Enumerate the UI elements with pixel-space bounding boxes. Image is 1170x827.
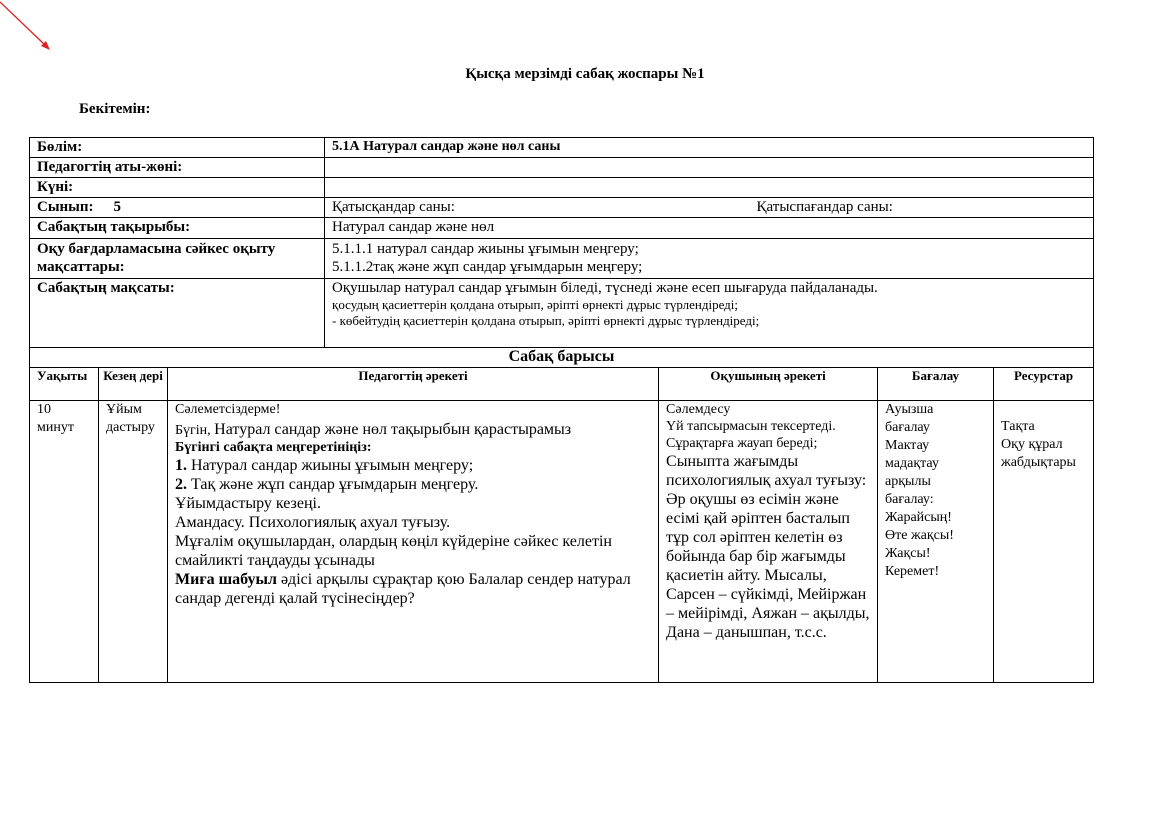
brainstorm-text: әдісі арқылы сұрақтар қою Балалар сендер натурал сандар дегенді қалай түсінесіңдер? xyxy=(175,571,631,607)
aim-line-1: Оқушылар натурал сандар ұғымын біледі, түснеді және есеп шығаруда пайдаланады. xyxy=(332,280,878,296)
assessment-line: арқылы xyxy=(885,474,931,489)
row-aim xyxy=(30,279,1094,348)
page-title: Қысқа мерзімді сабақ жоспары №1 xyxy=(465,66,705,82)
class-label: Сынып: xyxy=(37,199,94,215)
assessment-cell xyxy=(878,401,994,683)
class-cell xyxy=(30,198,325,218)
assessment-line: бағалау: xyxy=(885,492,934,507)
col-stage: Кезең дері xyxy=(99,368,168,401)
row-topic xyxy=(30,218,1094,239)
assessment-line: Жақсы! xyxy=(885,546,931,561)
resource-board: Тақта xyxy=(1001,419,1035,434)
col-assessment: Бағалау xyxy=(878,368,994,401)
assessment-line: Ауызша xyxy=(885,402,934,417)
item2-text: Тақ және жұп сандар ұғымдарын меңгеру. xyxy=(187,476,479,493)
teacher-label: Педагогтің аты-жөні: xyxy=(30,158,325,178)
goal-2: 5.1.1.2тақ және жұп сандар ұғымдарын меңгеру; xyxy=(332,259,643,275)
row-section xyxy=(30,138,1094,158)
resources-cell xyxy=(994,401,1094,683)
red-arrow-annotation xyxy=(0,0,60,60)
time-cell: 10 минут xyxy=(30,401,99,683)
progress-title: Сабақ барысы xyxy=(30,348,1094,368)
lesson-plan-table xyxy=(29,137,1094,683)
student-greet: Сәлемдесу xyxy=(666,402,731,417)
brainstorm-bold: Миға шабуыл xyxy=(175,571,277,588)
goals-cell xyxy=(325,239,1094,279)
row-class xyxy=(30,198,1094,218)
greet-psych: Амандасу. Психологиялық ахуал туғызу. xyxy=(175,514,451,531)
date-value xyxy=(325,178,1094,198)
student-each: Әр оқушы өз есімін және есімі қай әріптен басталып тұр сол әріптен келетін өз бойында бар бір жағымды қасиетін айту. Мысалы, Сарсен – сүйкімді, Мейіржан – мейірімді, Аяжан – ақылды, Дана – данышпан, т.с.с. xyxy=(666,491,870,641)
resource-equipment: Оқу құрал жабдықтары xyxy=(1001,437,1076,470)
progress-header-row xyxy=(30,368,1094,401)
aim-label: Сабақтың мақсаты: xyxy=(30,279,325,348)
absent-label: Қатыспағандар саны: xyxy=(756,199,893,215)
item1-num: 1. xyxy=(175,457,187,474)
assessment-line: Жарайсың! xyxy=(885,510,952,525)
goals-label: Оқу бағдарламасына сәйкес оқыту мақсаттары: xyxy=(30,239,325,279)
assessment-line: бағалау xyxy=(885,420,930,435)
org-stage: Ұйымдастыру кезеңі. xyxy=(175,495,321,512)
today-text: Натурал сандар және нөл тақырыбын қарастырамыз xyxy=(214,421,572,438)
col-time: Уақыты xyxy=(30,368,99,401)
teacher-activity xyxy=(168,401,659,683)
student-climate: Сыныпта жағымды психологиялық ахуал туғызу: xyxy=(666,453,867,489)
smiley-text: Мұғалім оқушылардан, олардың көңіл күйдеріне сәйкес келетін смайликті таңдауды ұсынады xyxy=(175,533,612,569)
date-label: Күні: xyxy=(30,178,325,198)
present-label: Қатысқандар саны: xyxy=(332,199,455,215)
topic-value: Натурал сандар және нөл xyxy=(325,218,1094,239)
aim-line-2: қосудың қасиеттерін қолдана отырып, әріпті өрнекті дұрыс түрлендіреді; xyxy=(332,297,739,312)
student-homework: Үй тапсырмасын тексертеді. xyxy=(666,419,836,434)
row-date xyxy=(30,178,1094,198)
student-activity xyxy=(659,401,878,683)
teacher-value xyxy=(325,158,1094,178)
assessment-line: Мактау xyxy=(885,438,930,453)
aim-cell xyxy=(325,279,1094,348)
col-teacher: Педагогтің әрекеті xyxy=(168,368,659,401)
topic-label: Сабақтың тақырыбы: xyxy=(30,218,325,239)
learn-heading: Бүгінгі сабақта меңгеретініңіз: xyxy=(175,440,372,455)
col-resources: Ресурстар xyxy=(994,368,1094,401)
progress-row xyxy=(30,401,1094,683)
student-answers: Сұрақтарға жауап береді; xyxy=(666,436,818,451)
row-goals xyxy=(30,239,1094,279)
row-teacher xyxy=(30,158,1094,178)
greeting: Сәлеметсіздерме! xyxy=(175,402,281,417)
item2-num: 2. xyxy=(175,476,187,493)
section-value: 5.1А Натурал сандар және нөл саны xyxy=(325,138,1094,158)
aim-line-3: - көбейтудің қасиеттерін қолдана отырып, әріпті өрнекті дұрыс түрлендіреді; xyxy=(332,313,760,328)
assessment-line: Өте жақсы! xyxy=(885,528,954,543)
today-prefix: Бүгін, xyxy=(175,423,215,438)
item1-text: Натурал сандар жиыны ұғымын меңгеру; xyxy=(187,457,474,474)
goal-1: 5.1.1.1 натурал сандар жиыны ұғымын меңгеру; xyxy=(332,241,639,257)
approve-label: Бекітемін: xyxy=(79,101,151,117)
stage-cell: Ұйым дастыру xyxy=(99,401,168,683)
assessment-line: Керемет! xyxy=(885,564,940,579)
section-label: Бөлім: xyxy=(30,138,325,158)
col-student: Оқушының әрекеті xyxy=(659,368,878,401)
class-value: 5 xyxy=(113,199,122,215)
assessment-line: мадақтау xyxy=(885,456,939,471)
row-progress-title xyxy=(30,348,1094,368)
attendance-cell xyxy=(325,198,1094,218)
